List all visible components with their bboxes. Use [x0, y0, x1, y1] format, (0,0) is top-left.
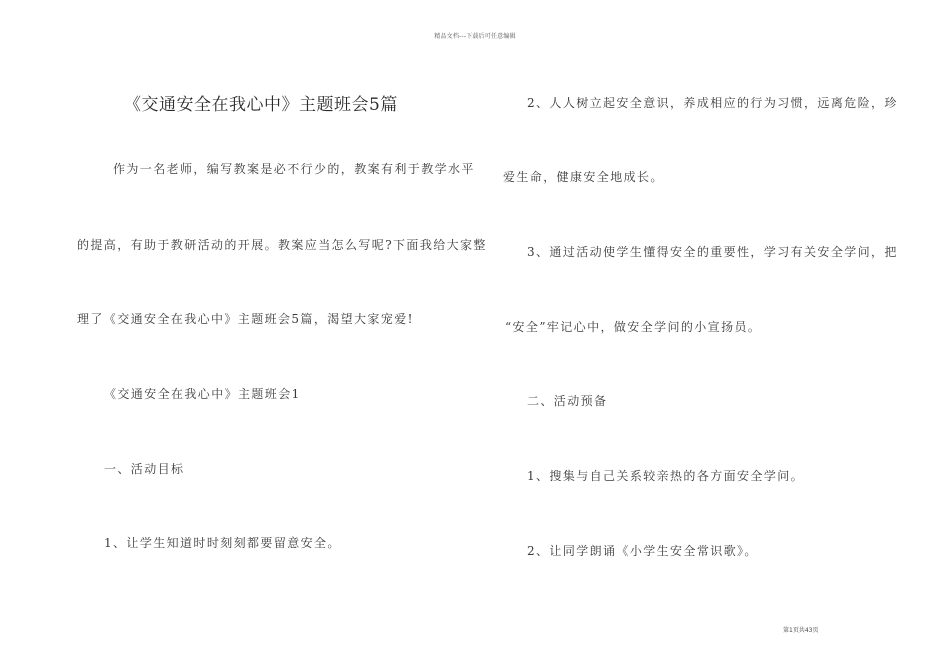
goal-item-3-line-1: 3、通过活动使学生懂得安全的重要性，学习有关安全学问，把 — [527, 245, 898, 259]
section-heading-class-meeting-1: 《交通安全在我心中》主题班会1 — [104, 387, 301, 401]
preparation-item-1: 1、搜集与自己关系较亲热的各方面安全学问。 — [527, 469, 805, 483]
goal-item-3-line-2: “安全”牢记心中，做安全学问的小宣扬员。 — [505, 320, 762, 334]
page-number-label: 第1页共43页 — [783, 627, 819, 634]
document-title: 《交通安全在我心中》主题班会5篇 — [124, 95, 398, 115]
goal-item-2-line-2: 爱生命，健康安全地成长。 — [503, 170, 664, 184]
preparation-item-2: 2、让同学朗诵《小学生安全常识歌》。 — [527, 544, 758, 558]
document-header-note: 精品文档---下载后可任意编辑 — [434, 33, 516, 40]
left-paragraph-line-1: 作为一名老师，编写教案是必不行少的，教案有利于教学水平 — [113, 162, 475, 176]
section-heading-preparation: 二、活动预备 — [527, 394, 608, 408]
goal-item-1: 1、让学生知道时时刻刻都要留意安全。 — [104, 536, 341, 550]
left-paragraph-line-2: 的提高，有助于教研活动的开展。教案应当怎么写呢?下面我给大家整 — [77, 238, 487, 252]
left-paragraph-line-3: 理了《交通安全在我心中》主题班会5篇，渴望大家宠爱! — [77, 312, 414, 326]
goal-item-2-line-1: 2、人人树立起安全意识，养成相应的行为习惯，远离危险，珍 — [527, 96, 898, 110]
section-heading-activity-goals: 一、活动目标 — [104, 462, 185, 476]
